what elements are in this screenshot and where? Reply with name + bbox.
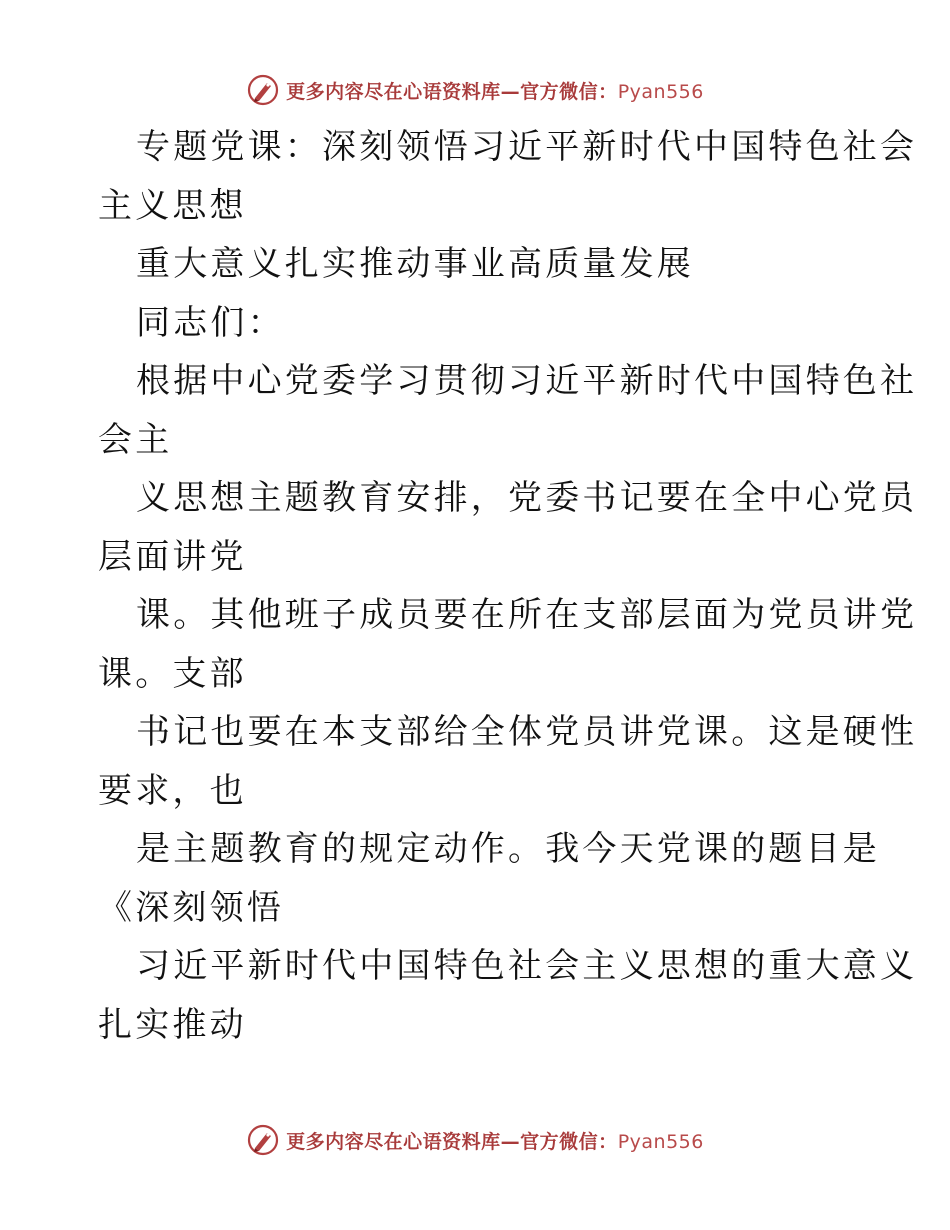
watermark-text: 更多内容尽在心语资料库—官方微信：Pyan556 — [286, 1130, 704, 1153]
text-line: 主义思想 — [98, 185, 247, 226]
text-line: 层面讲党 — [98, 536, 247, 577]
wechat-id: Pyan556 — [617, 80, 704, 103]
text-line: 课。支部 — [98, 653, 247, 694]
text-line: 义思想主题教育安排，党委书记要在全中心党员 — [136, 478, 918, 518]
text-line: 同志们： — [136, 302, 285, 343]
text-line: 是主题教育的规定动作。我今天党课的题目是 — [136, 829, 880, 869]
text-line: 课。其他班子成员要在所在支部层面为党员讲党 — [136, 595, 918, 635]
text-line: 书记也要在本支部给全体党员讲党课。这是硬性 — [136, 712, 918, 752]
watermark-text: 更多内容尽在心语资料库—官方微信：Pyan556 — [286, 80, 704, 103]
header-watermark — [0, 70, 950, 110]
pen-logo-icon — [246, 73, 280, 107]
text-line: 要求，也 — [98, 770, 247, 811]
pen-logo-icon — [246, 1123, 280, 1157]
text-line: 习近平新时代中国特色社会主义思想的重大意义 — [136, 946, 918, 986]
footer-watermark — [0, 1120, 950, 1160]
document-body — [98, 118, 918, 1054]
text-line: 重大意义扎实推动事业高质量发展 — [136, 244, 694, 284]
text-line: 专题党课：深刻领悟习近平新时代中国特色社会 — [136, 127, 918, 167]
text-line: 根据中心党委学习贯彻习近平新时代中国特色社 — [136, 361, 918, 401]
wechat-id: Pyan556 — [617, 1130, 704, 1153]
text-line: 扎实推动 — [98, 1004, 247, 1045]
text-line: 《深刻领悟 — [98, 887, 284, 928]
text-line: 会主 — [98, 419, 173, 460]
